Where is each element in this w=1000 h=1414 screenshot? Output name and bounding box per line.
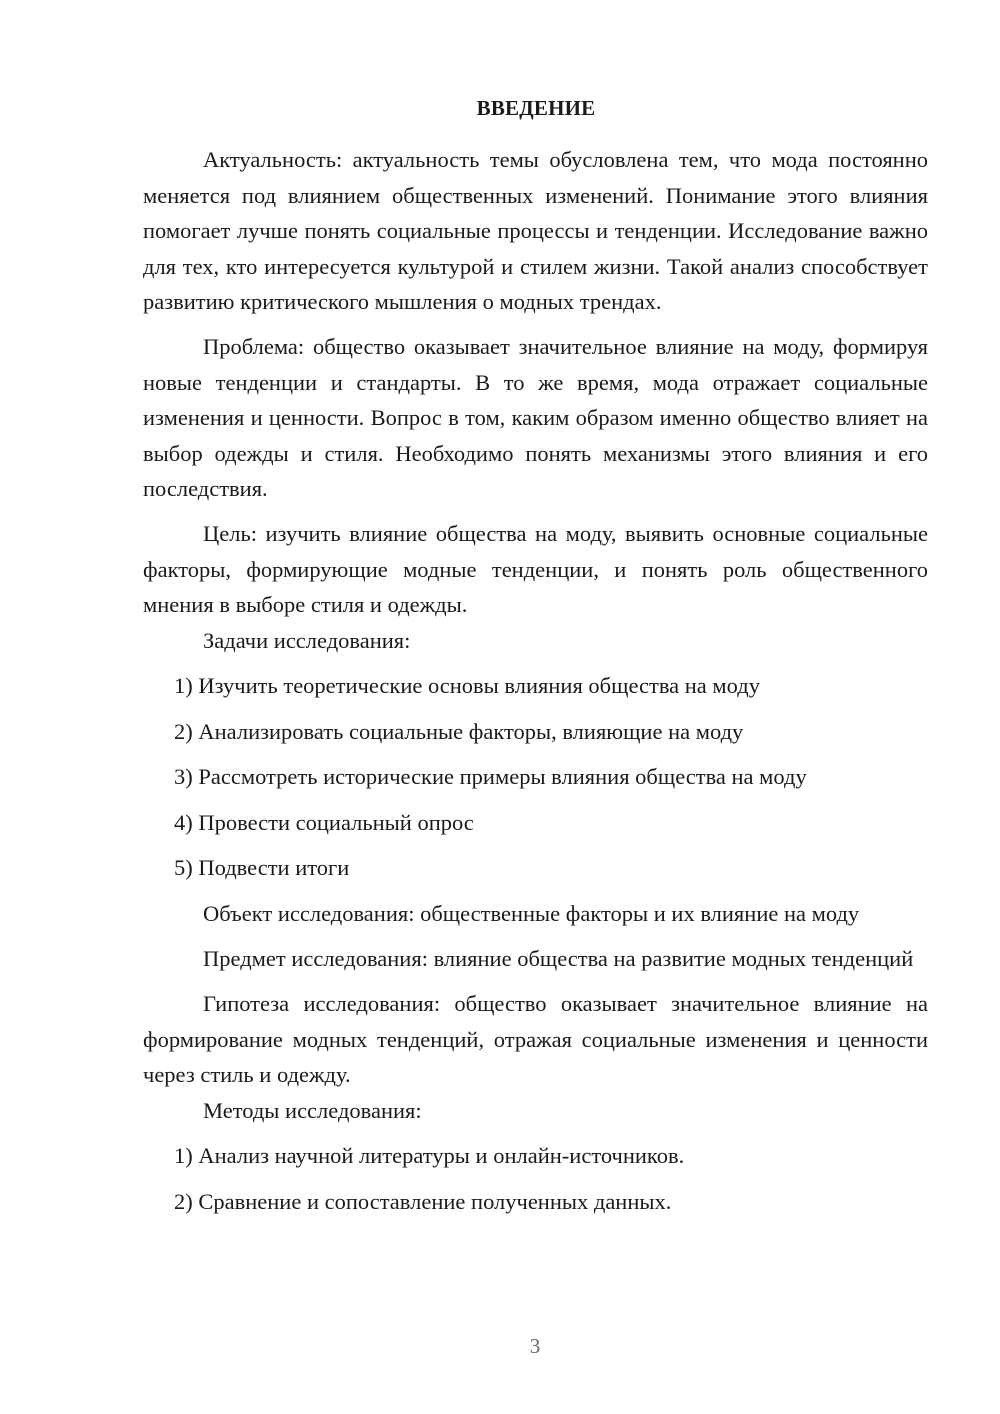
subject-paragraph: Предмет исследования: влияние общества на развитие модных тенденций [203, 946, 914, 971]
methods-title: Методы исследования: [203, 1097, 422, 1123]
task-item: 2) Анализировать социальные факторы, влияющие на моду [174, 718, 744, 744]
tasks-title: Задачи исследования: [203, 627, 411, 653]
hypothesis-paragraph: Гипотеза исследования: общество оказывает значительное влияние на формирование модных тенденций, отражая социальные изменения и ценности через стиль и одежду. [143, 991, 928, 1087]
section-heading: ВВЕДЕНИЕ [476, 96, 596, 120]
goal-paragraph: Цель: изучить влияние общества на моду, выявить основные социальные факторы, формирующие модные тенденции, и понять роль общественного мнения в выборе стиля и одежды. [143, 521, 928, 617]
task-item: 5) Подвести итоги [174, 855, 350, 880]
object-paragraph: Объект исследования: общественные факторы и их влияние на моду [203, 900, 860, 926]
task-item: 1) Изучить теоретические основы влияния общества на моду [174, 673, 760, 698]
problem-paragraph: Проблема: общество оказывает значительное влияние на моду, формируя новые тенденции и стандарты. В то же время, мода отражает социальные изменения и ценности. Вопрос в том, каким образом именно общество влияет на выбор одежды и стиля. Необходимо понять механизмы этого влияния и его последствия. [143, 334, 928, 501]
page-number: 3 [529, 1334, 541, 1358]
method-item: 1) Анализ научной литературы и онлайн-источников. [174, 1143, 685, 1168]
task-item: 4) Провести социальный опрос [174, 809, 474, 835]
relevance-paragraph: Актуальность: актуальность темы обусловлена тем, что мода постоянно меняется под влиянием общественных изменений. Понимание этого влияния помогает лучше понять социальные процессы и тенденции. Исследование важно для тех, кто интересуется культурой и стилем жизни. Такой анализ способствует развитию критического мышления о модных трендах. [143, 147, 928, 314]
task-item: 3) Рассмотреть исторические примеры влияния общества на моду [174, 764, 807, 789]
document-body [143, 142, 928, 1219]
method-item: 2) Сравнение и сопоставление полученных данных. [174, 1188, 672, 1214]
